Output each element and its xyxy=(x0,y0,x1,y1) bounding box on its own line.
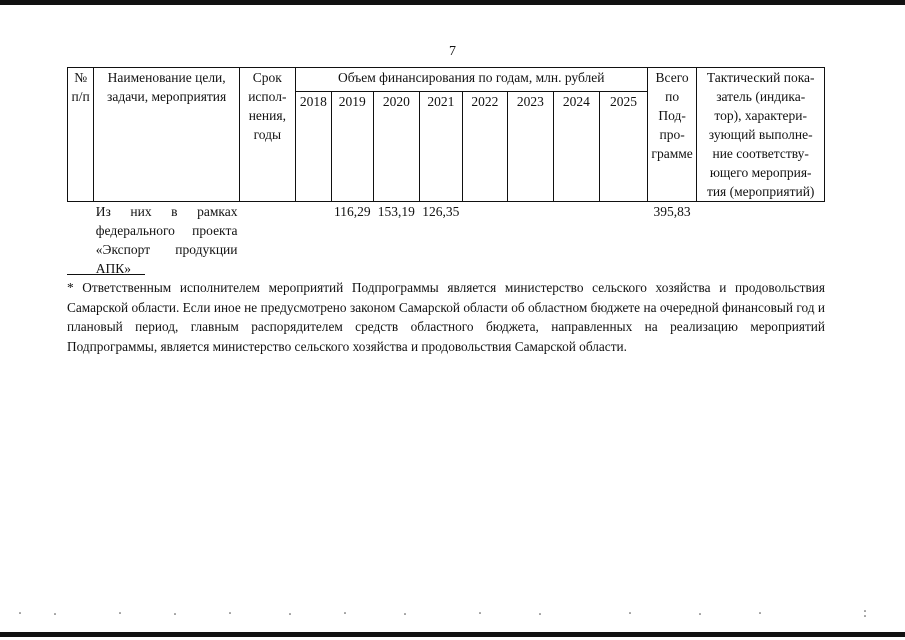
header-term: Срок испол- нения, годы xyxy=(240,68,296,202)
financing-table xyxy=(67,67,825,278)
header-year: 2023 xyxy=(508,92,554,202)
row-term xyxy=(240,202,296,279)
header-year: 2020 xyxy=(373,92,420,202)
header-year: 2024 xyxy=(553,92,600,202)
row-value-2025 xyxy=(600,202,648,279)
row-value-2022 xyxy=(462,202,508,279)
row-value-2018 xyxy=(295,202,331,279)
header-indicator: Тактический пока- затель (индика- тор), характери- зующий выполне- ние соответству- ющего мероприя- тия (мероприятий) xyxy=(697,68,825,202)
row-total: 395,83 xyxy=(653,204,691,219)
row-value-2023 xyxy=(508,202,554,279)
footnote-text: * Ответственным исполнителем мероприятий Подпрограммы является министерство сельского хозяйства и продовольствия Самарской области. Если иное не предусмотрено законом Самарской области об областном бюджете на очередной финансовый год и плановый период, главным распорядителем средств областного бюджета, направленных на реализацию мероприятий Подпрограммы, является министерство сельского хозяйства и продовольствия Самарской области. xyxy=(67,280,825,354)
footnote xyxy=(67,278,825,356)
header-year: 2019 xyxy=(332,92,373,202)
header-year: 2021 xyxy=(420,92,462,202)
scan-noise-dots xyxy=(0,608,905,618)
header-total: Всего по Под- про- грамме xyxy=(647,68,697,202)
row-value-2021: 126,35 xyxy=(422,204,460,219)
header-name: Наименование цели, задачи, мероприятия xyxy=(94,68,240,202)
footnote-divider xyxy=(67,274,145,275)
page-number: 7 xyxy=(449,44,456,59)
row-name: Из них в рамках федерального проекта «Экспорт продукции АПК» xyxy=(95,204,238,276)
header-funding: Объем финансирования по годам, млн. рублей xyxy=(295,68,647,92)
header-year: 2018 xyxy=(295,92,331,202)
table-row xyxy=(68,202,825,279)
row-value-2024 xyxy=(553,202,600,279)
header-number: № п/п xyxy=(68,68,94,202)
row-indicator xyxy=(697,202,825,279)
scan-border-top xyxy=(0,0,905,5)
row-value-2020: 153,19 xyxy=(377,204,415,219)
header-year: 2025 xyxy=(600,92,648,202)
header-year: 2022 xyxy=(462,92,508,202)
row-value-2019: 116,29 xyxy=(333,204,371,219)
row-number xyxy=(68,202,94,279)
scan-border-bottom xyxy=(0,632,905,637)
